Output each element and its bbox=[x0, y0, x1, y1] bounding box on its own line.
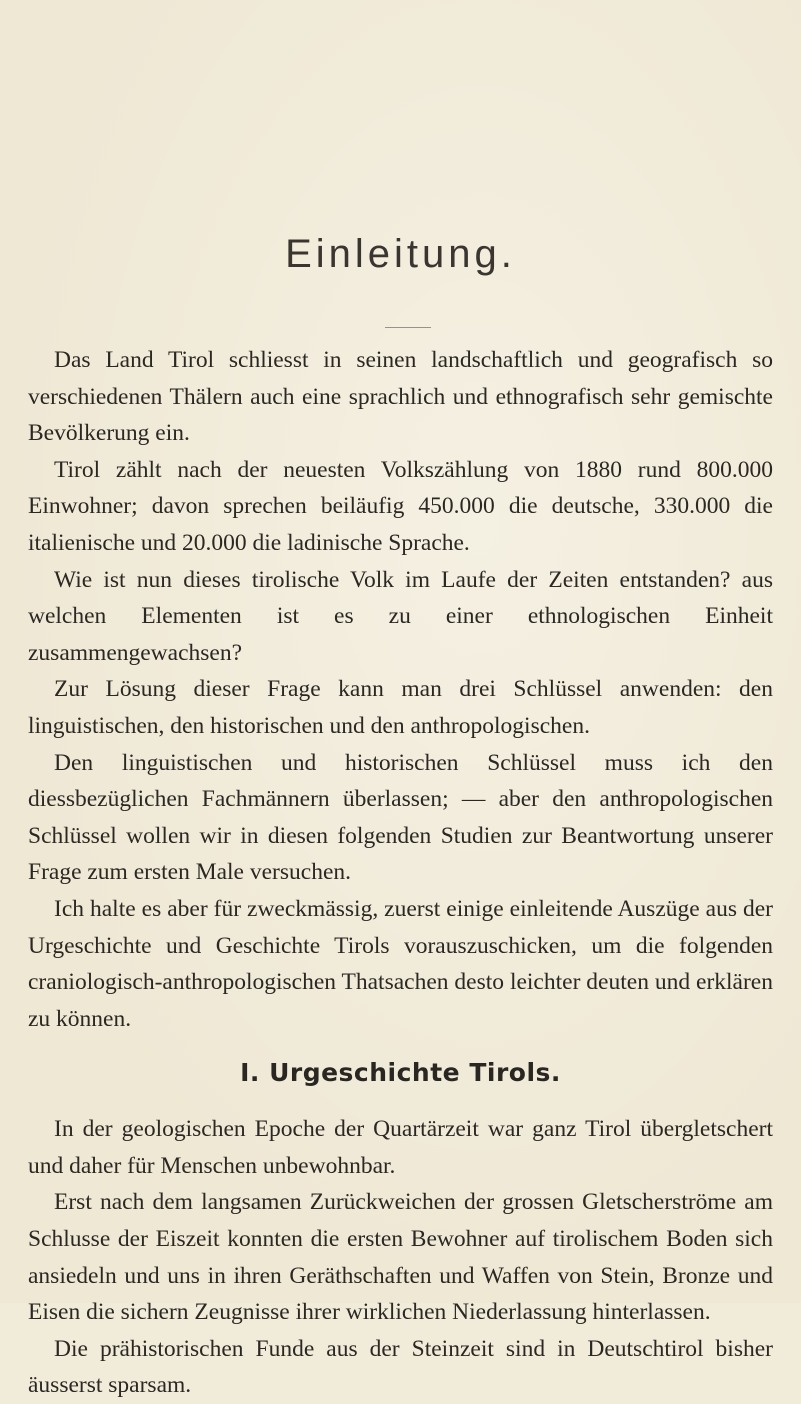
paragraph: Die prähistorischen Funde aus der Steinzeit sind in Deutschtirol bisher äusserst sparsam. bbox=[28, 1335, 773, 1399]
paragraph: Tirol zählt nach der neuesten Volkszählung von 1880 rund 800.000 Einwohner; davon sprechen beiläufig 450.000 die deutsche, 330.000 die italienische und 20.000 die ladinische Sprache. bbox=[28, 456, 773, 556]
paragraph: Das Land Tirol schliesst in seinen landschaftlich und geografisch so verschiedenen Thälern auch eine sprachlich und ethnografisch sehr gemischte Bevölkerung ein. bbox=[28, 347, 773, 447]
section-heading: I. Urgeschichte Tirols. bbox=[240, 1058, 561, 1088]
page-title: Einleitung. bbox=[285, 232, 516, 276]
title-divider bbox=[385, 327, 431, 328]
paragraph: Den linguistischen und historischen Schlüssel muss ich den diessbezüglichen Fachmännern überlassen; — aber den anthropologischen Schlüssel wollen wir in diesen folgenden Studien zur Beantwortung unserer Frage zum ersten Male versuchen. bbox=[28, 749, 773, 886]
paragraph: Wie ist nun dieses tirolische Volk im Laufe der Zeiten entstanden? aus welchen Elementen ist es zu einer ethnologischen Einheit zusammengewachsen? bbox=[28, 566, 773, 666]
paragraph: Erst nach dem langsamen Zurückweichen der grossen Gletscherströme am Schlusse der Eiszeit konnten die ersten Bewohner auf tirolischem Boden sich ansiedeln und uns in ihren Geräthschaften und Waffen von Stein, Bronze und Eisen die sichern Zeugnisse ihrer wirklichen Niederlassung hinterlassen. bbox=[28, 1189, 773, 1326]
paragraph: Ich halte es aber für zweckmässig, zuerst einige einleitende Auszüge aus der Urgeschichte und Geschichte Tirols vorauszuschicken, um die folgenden craniologisch-anthropologischen Thatsachen desto leichter deuten und erklären zu können. bbox=[28, 895, 773, 1032]
body-text bbox=[28, 342, 773, 1404]
paragraph: Zur Lösung dieser Frage kann man drei Schlüssel anwenden: den linguistischen, den historischen und den anthropologischen. bbox=[28, 676, 773, 739]
paragraph: In der geologischen Epoche der Quartärzeit war ganz Tirol übergletschert und daher für Menschen unbewohnbar. bbox=[28, 1116, 773, 1179]
